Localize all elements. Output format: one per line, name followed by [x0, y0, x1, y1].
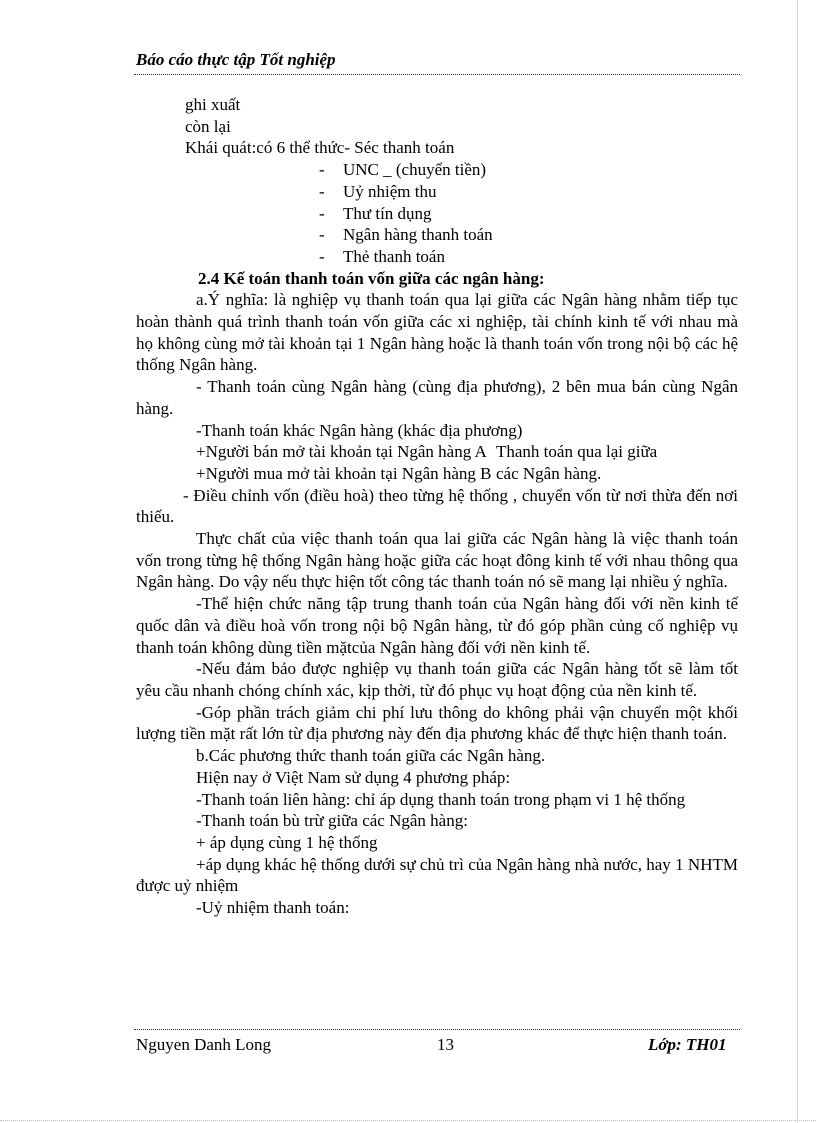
subsection-heading: b.Các phương thức thanh toán giữa các Ngân hàng. [196, 746, 546, 766]
document-body [136, 94, 738, 919]
paragraph: - Điều chỉnh vốn (điều hoà) theo từng hệ thống , chuyển vốn từ nơi thừa đến nơi thiếu. [136, 485, 738, 527]
paragraph: -Thanh toán bù trừ giữa các Ngân hàng: [196, 811, 468, 831]
paragraph: Thực chất của việc thanh toán qua lai giữa các Ngân hàng là việc thanh toán vốn trong từng hệ thống Ngân hàng hoặc giữa các hoạt đông kinh tế với nhau thông qua Ngân hàng. Do vậy nếu thực hiện tốt công tác thanh toán nó sẽ mang lại nhiều ý nghĩa. [136, 529, 738, 592]
list-item: - Thẻ thanh toán [319, 246, 445, 266]
header-title: Báo cáo thực tập Tốt nghiệp [136, 50, 336, 69]
paragraph: Hiện nay ở Việt Nam sử dụng 4 phương pháp: [196, 767, 511, 787]
page-edge-right [797, 0, 798, 1123]
paragraph: -Thanh toán khác Ngân hàng (khác địa phương) [196, 420, 523, 440]
paragraph: + áp dụng cùng 1 hệ thống [196, 832, 378, 852]
paragraph: -Uỷ nhiệm thanh toán: [196, 898, 350, 918]
header-divider [134, 74, 740, 75]
footer-divider [134, 1029, 740, 1030]
buyer-note: các Ngân hàng. [496, 463, 602, 483]
paragraph: -Thể hiện chức năng tập trung thanh toán của Ngân hàng đối với nền kinh tế quốc dân và điều hoà vốn trong nội bộ Ngân hàng, từ đó góp phần củng cố nghiệp vụ thanh toán không dùng tiền mặtcủa Ngân hàng đối với nền kinh tế. [136, 594, 738, 657]
paragraph: -Nếu đảm bảo được nghiệp vụ thanh toán giữa các Ngân hàng tốt sẽ làm tốt yêu cầu nhanh chóng chính xác, kịp thời, từ đó phục vụ hoạt động của nền kinh tế. [136, 659, 738, 700]
buyer-text: +Người mua mở tài khoản tại Ngân hàng B [196, 463, 492, 483]
list-item: - Thư tín dụng [319, 203, 432, 223]
list-item: - UNC _ (chuyển tiền) [319, 160, 487, 180]
text-line: ghi xuất [185, 95, 241, 114]
list-item: - Uỷ nhiệm thu [319, 181, 437, 201]
paragraph: +áp dụng khác hệ thống dưới sự chủ trì của Ngân hàng nhà nước, hay 1 NHTM được uỷ nhiệm [136, 854, 738, 896]
paragraph: -Thanh toán liên hàng: chỉ áp dụng thanh toán trong phạm vi 1 hệ thống [196, 789, 686, 809]
page-number: 13 [437, 1035, 454, 1054]
overview-line: Khái quát:có 6 thể thức- Séc thanh toán [185, 138, 455, 158]
paragraph: a.Ý nghĩa: là nghiệp vụ thanh toán qua lại giữa các Ngân hàng nhằm tiếp tục hoàn thành quá trình thanh toán vốn giữa các xi nghiệp, tài chính kinh tế với nhau mà họ không cùng mở tài khoản tại 1 Ngân hàng hoặc là thanh toán vốn trong nội bộ các hệ thống Ngân hàng. [136, 290, 738, 375]
seller-row [136, 441, 738, 463]
page-edge-bottom [0, 1120, 816, 1121]
footer-class: Lớp: TH01 [648, 1035, 727, 1054]
text-line: còn lại [185, 116, 231, 136]
section-heading: 2.4 Kế toán thanh toán vốn giữa các ngân hàng: [198, 268, 545, 288]
footer-author: Nguyen Danh Long [136, 1035, 272, 1054]
paragraph: - Thanh toán cùng Ngân hàng (cùng địa phương), 2 bên mua bán cùng Ngân hàng. [136, 377, 738, 418]
paragraph: -Góp phần trách giảm chi phí lưu thông do không phải vận chuyển một khối lượng tiền mặt rất lớn từ địa phương này đến địa phương khác để thực hiện thanh toán. [136, 702, 738, 744]
seller-note: Thanh toán qua lại giữa [496, 442, 658, 462]
buyer-row [136, 463, 738, 485]
list-item: - Ngân hàng thanh toán [319, 225, 493, 245]
seller-text: +Người bán mở tài khoản tại Ngân hàng A [196, 442, 487, 462]
